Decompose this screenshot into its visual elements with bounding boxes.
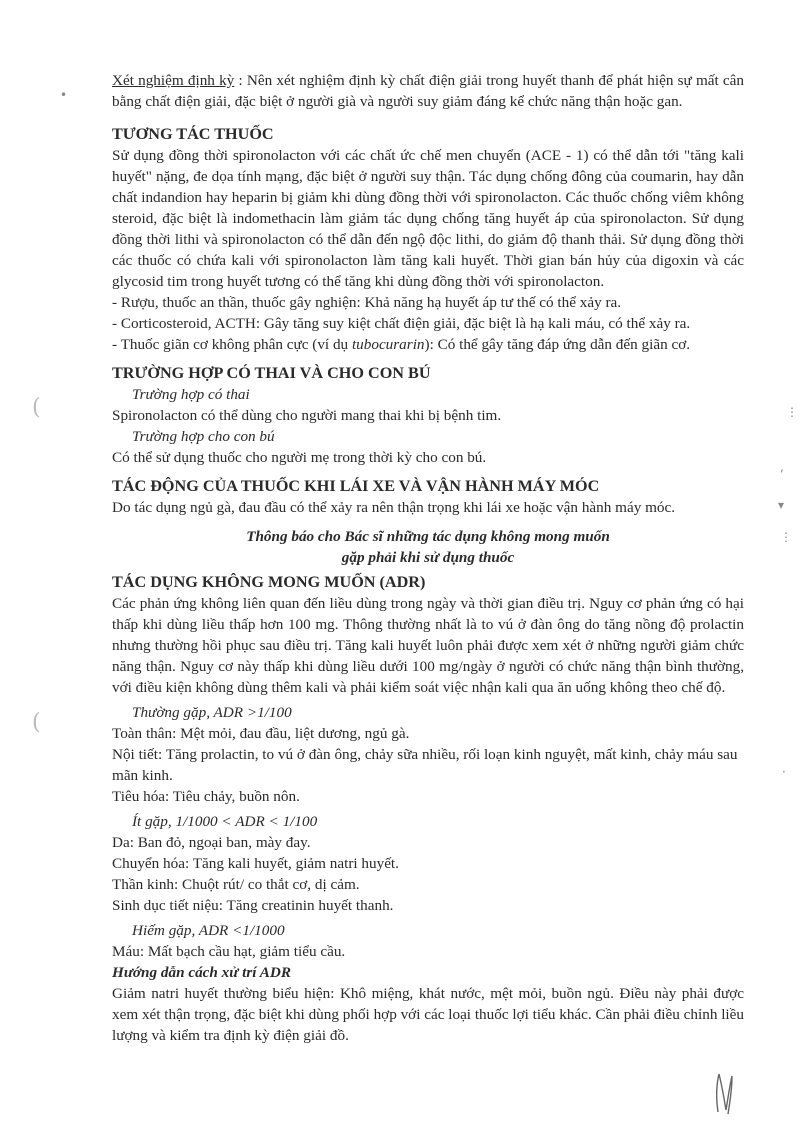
interactions-body: Sử dụng đồng thời spironolacton với các chất ức chế men chuyển (ACE - 1) có thể dẫn tới "tăng kali huyết" nặng, đe dọa tính mạng, đặc biệt ở người suy thận. Tác dụng chống đông của coumarin, hay dẫn chất indandion hay heparin bị giảm khi dùng đồng thời với spironolacton. Các thuốc chống viêm không steroid, đặc biệt là indomethacin làm giảm tác dụng chống tăng huyết áp của spironolacton. Sử dụng đồng thời lithi và spironolacton có thể dẫn đến ngộ độc lithi, do giảm độ thanh thải. Sử dụng đồng thời các thuốc có chứa kali với spironolacton làm tăng kali huyết. Thời gian bán hủy của digoxin và các glycosid tim trong huyết tương có thể tăng khi dùng đồng thời với spironolacton. — [112, 147, 744, 290]
driving-text: Do tác dụng ngủ gà, đau đầu có thể xảy ra nên thận trọng khi lái xe hoặc vận hành máy móc. — [112, 499, 676, 516]
notice-line-2: gặp phải khi sử dụng thuốc — [341, 549, 515, 566]
notice-line-1: Thông báo cho Bác sĩ những tác dụng không mong muốn — [246, 528, 610, 545]
adr-guide-text: Giảm natri huyết thường biểu hiện: Khô miệng, khát nước, mệt mỏi, buồn ngủ. Điều này phải được xem xét thận trọng, đặc biệt khi dùng phối hợp với các loại thuốc lợi tiểu khác. Cần phải điều chỉnh liều lượng và kiểm tra định kỳ điện giải đồ. — [112, 985, 744, 1044]
adr-common-item-endocrine: Nội tiết: Tăng prolactin, to vú ở đàn ông, chảy sữa nhiều, rối loạn kinh nguyệt, mất kinh, chảy máu sau mãn kinh. — [112, 746, 738, 784]
right-margin-mark-2: , — [780, 460, 784, 474]
adr-guide-heading: Hướng dẫn cách xử trí ADR — [112, 964, 291, 981]
margin-paren-mark-upper: ( — [32, 395, 41, 420]
interactions-item-alcohol: - Rượu, thuốc an thần, thuốc gây nghiện: Khả năng hạ huyết áp tư thế có thể xảy ra. — [112, 294, 622, 311]
signature-mark — [710, 1068, 740, 1118]
pregnancy-subheading: Trường hợp có thai — [132, 386, 250, 403]
adr-common-heading: Thường gặp, ADR >1/100 — [132, 704, 292, 721]
breastfeeding-subheading: Trường hợp cho con bú — [132, 428, 275, 445]
right-margin-mark-5: · — [782, 765, 786, 779]
adr-common-item-digestive: Tiêu hóa: Tiêu chảy, buồn nôn. — [112, 788, 300, 805]
adr-heading: TÁC DỤNG KHÔNG MONG MUỐN (ADR) — [112, 573, 426, 591]
interactions-item3-drug: tubocurarin — [351, 336, 425, 353]
periodic-test-label: Xét nghiệm định kỳ — [112, 72, 235, 89]
breastfeeding-text: Có thể sử dụng thuốc cho người mẹ trong thời kỳ cho con bú. — [112, 449, 487, 466]
adr-uncommon-item-urogenital: Sinh dục tiết niệu: Tăng creatinin huyết thanh. — [112, 897, 394, 914]
pregnancy-heading: TRƯỜNG HỢP CÓ THAI VÀ CHO CON BÚ — [112, 364, 431, 382]
right-margin-mark-3: ▾ — [778, 498, 785, 512]
interactions-item-corticosteroid: - Corticosteroid, ACTH: Gây tăng suy kiệt chất điện giải, đặc biệt là hạ kali máu, có thể xảy ra. — [112, 315, 691, 332]
adr-uncommon-item-nervous: Thần kinh: Chuột rút/ co thắt cơ, dị cảm. — [112, 876, 360, 893]
pregnancy-text: Spironolacton có thể dùng cho người mang thai khi bị bệnh tim. — [112, 407, 502, 424]
adr-uncommon-item-metabolism: Chuyển hóa: Tăng kali huyết, giảm natri huyết. — [112, 855, 399, 872]
interactions-heading: TƯƠNG TÁC THUỐC — [112, 125, 274, 143]
periodic-test-paragraph — [112, 70, 744, 112]
adr-uncommon-item-skin: Da: Ban đỏ, ngoại ban, mày đay. — [112, 834, 311, 851]
driving-heading: TÁC ĐỘNG CỦA THUỐC KHI LÁI XE VÀ VẬN HÀNH MÁY MÓC — [112, 477, 600, 495]
right-margin-mark-4: ⋮ — [780, 530, 792, 544]
leaflet-page — [112, 70, 744, 1046]
interactions-item-muscle-relaxant — [112, 334, 744, 355]
adr-rare-item-blood: Máu: Mất bạch cầu hạt, giảm tiểu cầu. — [112, 943, 346, 960]
interactions-item3-post: ): Có thể gây tăng đáp ứng dẫn đến giãn cơ. — [424, 336, 691, 353]
right-margin-mark-1: ⋮ — [786, 405, 798, 419]
interactions-item3-pre: - Thuốc giãn cơ không phân cực (ví dụ — [112, 336, 352, 353]
adr-intro: Các phản ứng không liên quan đến liều dùng trong ngày và thời gian điều trị. Nguy cơ phản ứng có hại thấp khi dùng liều thấp hơn 100 mg. Thông thường nhất là to vú ở đàn ông do tăng nồng độ prolactin nhưng thường hồi phục sau điều trị. Tăng kali huyết luôn phải được xem xét ở những người giảm chức năng thận. Nguy cơ này thấp khi dùng liều dưới 100 mg/ngày ở người có chức năng thận bình thường, với điều kiện không dùng thêm kali và phải kiểm soát việc nhận kali qua ăn uống không theo chế độ. — [112, 595, 744, 696]
margin-paren-mark-lower: ( — [32, 710, 41, 735]
adr-rare-heading: Hiếm gặp, ADR <1/1000 — [132, 922, 285, 939]
adr-uncommon-heading: Ít gặp, 1/1000 < ADR < 1/100 — [132, 813, 318, 830]
adr-common-item-general: Toàn thân: Mệt mỏi, đau đầu, liệt dương, ngủ gà. — [112, 725, 410, 742]
periodic-test-text: : Nên xét nghiệm định kỳ chất điện giải trong huyết thanh để phát hiện sự mất cân bằng chất điện giải, đặc biệt ở người già và người suy giảm đáng kể chức năng thận hoặc gan. — [112, 72, 745, 110]
margin-dot-top: • — [60, 88, 68, 102]
